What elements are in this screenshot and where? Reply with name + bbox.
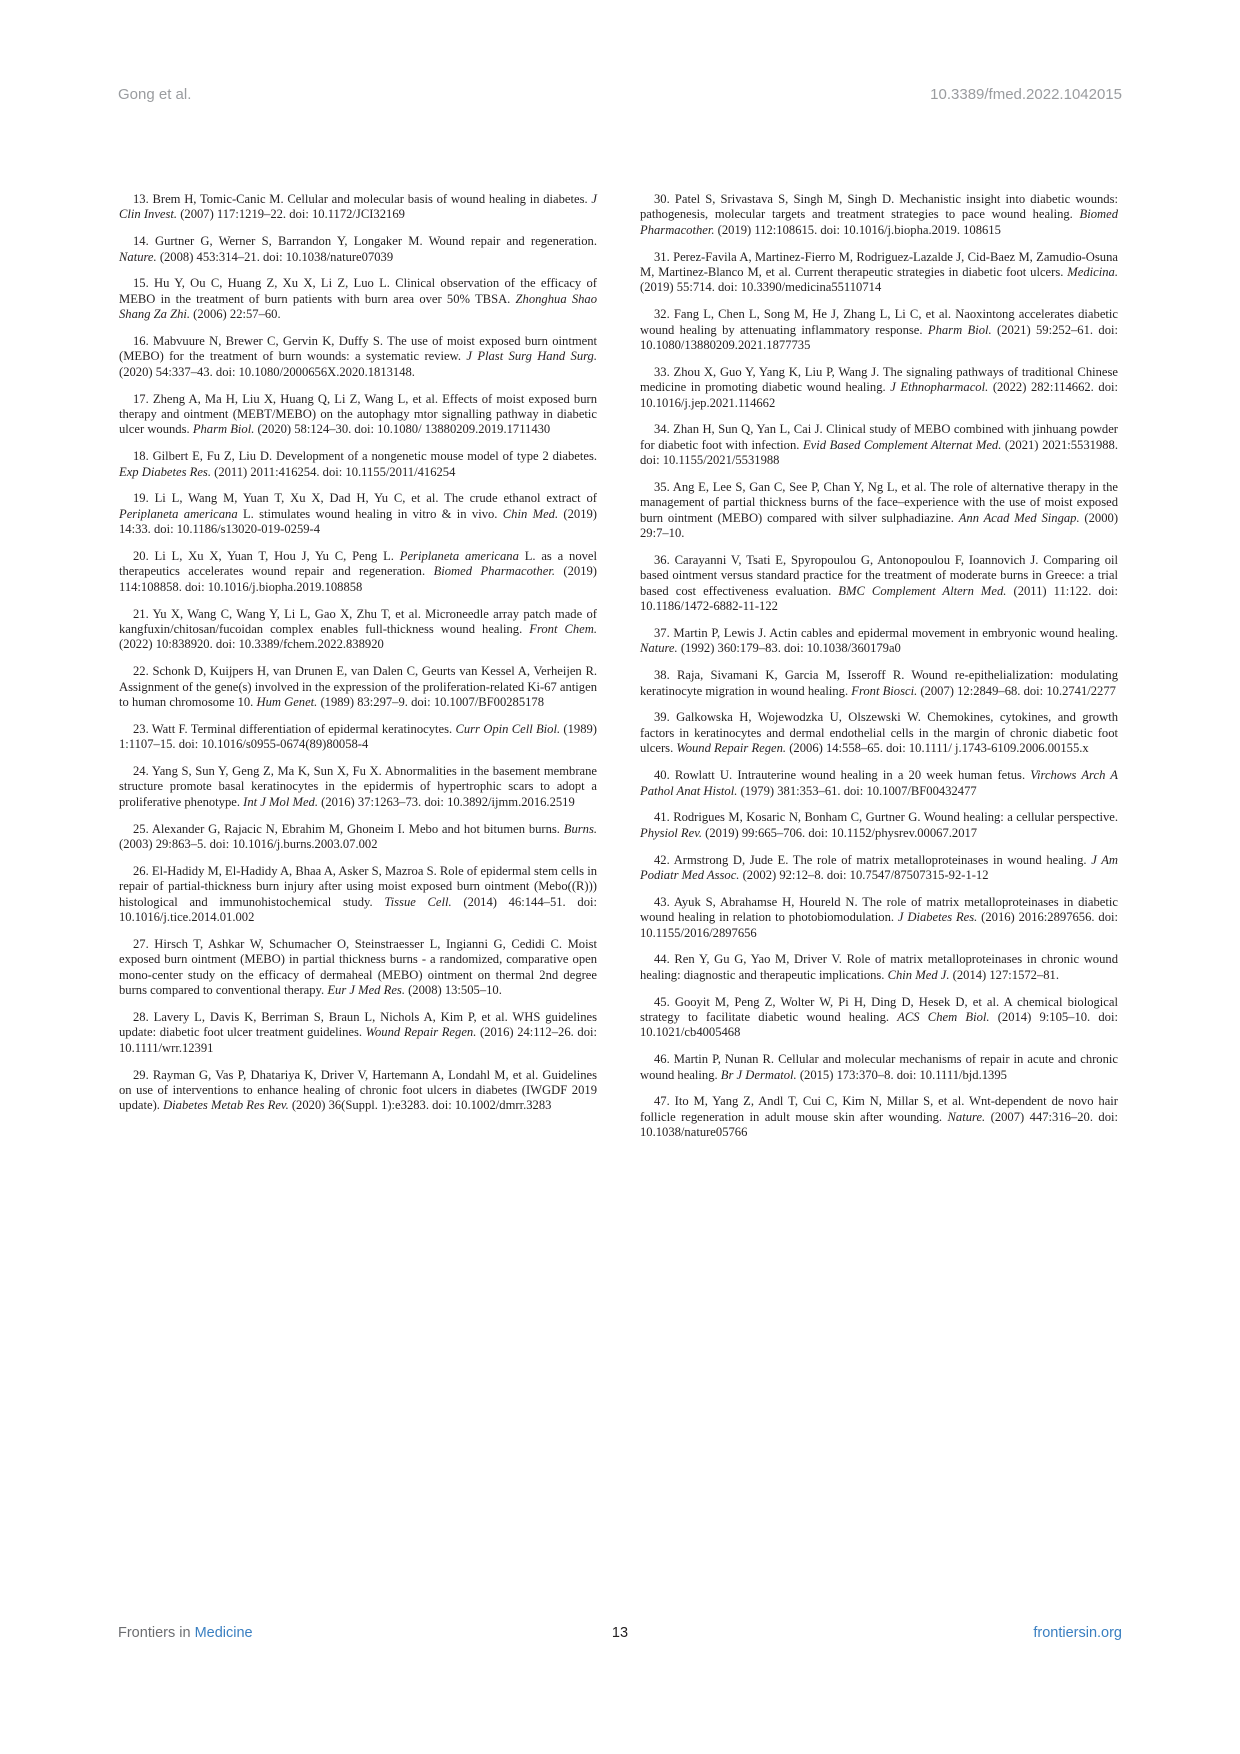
reference-entry — [640, 668, 1118, 699]
reference-text: 29. Rayman G, Vas P, Dhatariya K, Driver V, Hartemann A, Londahl M, et al. Guidelines on use of interventions to enhance healing of chronic foot ulcers in diabetes (IWGDF 2019 update). — [119, 1067, 597, 1113]
reference-entry — [119, 334, 597, 380]
reference-journal: Curr Opin Cell Biol. — [455, 721, 561, 736]
reference-text: 42. Armstrong D, Jude E. The role of matrix metalloproteinases in wound healing. — [654, 852, 1092, 867]
reference-text: (2000) 29:7–10. — [640, 510, 1119, 541]
running-head-authors: Gong et al. — [118, 86, 192, 103]
reference-entry — [640, 553, 1118, 615]
reference-text: 20. Li L, Xu X, Yuan T, Hou J, Yu C, Peng L. — [133, 549, 400, 564]
reference-text: 46. Martin P, Nunan R. Cellular and molecular mechanisms of repair in acute and chronic wound healing. — [640, 1052, 1118, 1082]
reference-entry — [640, 307, 1118, 353]
reference-journal: J Clin Invest. — [119, 192, 597, 222]
reference-entry — [640, 853, 1118, 884]
reference-text: 38. Raja, Sivamani K, Garcia M, Isseroff R. Wound re-epithelialization: modulating keratinocyte migration in wound healing. — [640, 668, 1118, 698]
reference-text: 33. Zhou X, Guo Y, Yang K, Liu P, Wang J. The signaling pathways of traditional Chinese medicine in promoting diabetic wound healing. — [640, 364, 1118, 395]
reference-text: (2007) 447:316–20. doi: 10.1038/nature05766 — [640, 1109, 1118, 1140]
reference-entry — [119, 664, 597, 710]
reference-text: 47. Ito M, Yang Z, Andl T, Cui C, Kim N, Millar S, et al. Wnt-dependent de novo hair follicle regeneration in adult mouse skin after wounding. — [640, 1094, 1118, 1124]
reference-journal: ACS Chem Biol. — [897, 1009, 990, 1024]
reference-text: 18. Gilbert E, Fu Z, Liu D. Development of a nongenetic mouse model of type 2 diabetes. — [133, 449, 597, 464]
reference-text: 35. Ang E, Lee S, Gan C, See P, Chan Y, Ng L, et al. The role of alternative therapy in the management of partial thickness burns of the face–experience with the use of moist exposed burn ointment (MEBO) compared with silver sulphadiazine. — [640, 480, 1118, 525]
reference-entry — [119, 392, 597, 438]
reference-journal: J Am Podiatr Med Assoc. — [640, 852, 1118, 882]
reference-entry — [640, 810, 1118, 841]
reference-journal: Nature. — [947, 1109, 986, 1124]
reference-entry — [119, 607, 597, 653]
reference-text: 28. Lavery L, Davis K, Berriman S, Braun L, Nichols A, Kim P, et al. WHS guidelines update: diabetic foot ulcer treatment guidelines. — [119, 1009, 597, 1040]
reference-text: 27. Hirsch T, Ashkar W, Schumacher O, Steinstraesser L, Ingianni G, Cedidi C. Moist exposed burn ointment (MEBO) in partial thickness burns - a randomized, comparative open mono-center study on the efficacy of dermaheal (MEBO) ointment on thermal 2nd degree burns compared to conventional therapy. — [119, 936, 597, 998]
reference-entry — [119, 937, 597, 999]
reference-text: (2006) 14:558–65. doi: 10.1111/ j.1743-6109.2006.00155.x — [786, 741, 1089, 756]
reference-journal: Ann Acad Med Singap. — [958, 510, 1080, 525]
reference-text: (2021) 59:252–61. doi: 10.1080/13880209.2021.1877735 — [640, 322, 1118, 353]
reference-text: (2014) 127:1572–81. — [949, 967, 1060, 982]
reference-journal: BMC Complement Altern Med. — [838, 583, 1007, 598]
reference-text: 21. Yu X, Wang C, Wang Y, Li L, Gao X, Zhu T, et al. Microneedle array patch made of kangfuxin/chitosan/fucoidan complex enables full-thickness wound healing. — [119, 606, 597, 637]
reference-text: (1979) 381:353–61. doi: 10.1007/BF00432477 — [737, 783, 977, 798]
reference-journal: Pharm Biol. — [192, 422, 255, 437]
reference-text: (2006) 22:57–60. — [190, 307, 281, 322]
reference-text: 26. El-Hadidy M, El-Hadidy A, Bhaa A, Asker S, Mazroa S. Role of epidermal stem cells in repair of partial-thickness burn injury after using moist exposed burn ointment (Mebo((R))) histological and immunohistochemical study. — [119, 863, 597, 909]
page-footer — [118, 1625, 1122, 1643]
reference-text: (2022) 10:838920. doi: 10.3389/fchem.2022.838920 — [119, 637, 384, 652]
reference-text: 19. Li L, Wang M, Yuan T, Xu X, Dad H, Yu C, et al. The crude ethanol extract of — [133, 491, 597, 506]
reference-journal: Diabetes Metab Res Rev. — [163, 1098, 289, 1113]
reference-text: (2003) 29:863–5. doi: 10.1016/j.burns.2003.07.002 — [119, 837, 378, 852]
reference-entry — [640, 250, 1118, 296]
reference-entry — [119, 864, 597, 926]
reference-text: (1992) 360:179–83. doi: 10.1038/360179a0 — [677, 641, 901, 656]
reference-text: (2002) 92:12–8. doi: 10.7547/87507315-92-1-12 — [739, 867, 989, 882]
reference-text: L. stimulates wound healing in vitro & in vivo. — [237, 506, 503, 521]
reference-journal: Wound Repair Regen. — [676, 741, 787, 756]
reference-journal: Medicina. — [1067, 265, 1118, 280]
reference-text: (2011) 2011:416254. doi: 10.1155/2011/416254 — [210, 464, 456, 479]
reference-entry — [640, 480, 1118, 542]
reference-text: 36. Carayanni V, Tsati E, Spyropoulou G, Antonopoulou F, Ioannovich J. Comparing oil based ointment versus standard practice for the treatment of moderate burns in Greece: a trial based cost effectiveness evaluation. — [640, 553, 1118, 598]
reference-text: 16. Mabvuure N, Brewer C, Gervin K, Duffy S. The use of moist exposed burn ointment (MEBO) for the treatment of burn wounds: a systematic review. — [119, 334, 597, 364]
reference-entry — [119, 722, 597, 753]
reference-journal: Eur J Med Res. — [327, 983, 405, 998]
reference-text: (1989) 83:297–9. doi: 10.1007/BF00285178 — [317, 695, 545, 710]
reference-journal: Nature. — [640, 641, 678, 656]
reference-entry — [640, 710, 1118, 756]
reference-text: 13. Brem H, Tomic-Canic M. Cellular and molecular basis of wound healing in diabetes. — [133, 192, 592, 206]
reference-entry — [119, 822, 597, 853]
reference-text: (2008) 453:314–21. doi: 10.1038/nature07039 — [156, 249, 394, 264]
reference-text: (2019) 99:665–706. doi: 10.1152/physrev.00067.2017 — [702, 825, 978, 840]
reference-journal: Br J Dermatol. — [720, 1067, 797, 1082]
references-left-column — [119, 192, 597, 1125]
reference-text: (2008) 13:505–10. — [404, 983, 502, 998]
reference-journal: Chin Med J. — [887, 967, 950, 982]
reference-entry — [640, 995, 1118, 1041]
footer-journal-name: Medicine — [194, 1625, 253, 1641]
reference-text: (2015) 173:370–8. doi: 10.1111/bjd.1395 — [796, 1067, 1007, 1082]
footer-site-link[interactable]: frontiersin.org — [1033, 1625, 1122, 1641]
reference-entry — [640, 1094, 1118, 1140]
footer-journal-prefix: Frontiers in — [118, 1625, 195, 1641]
running-head — [118, 86, 1122, 103]
reference-text: (2014) 9:105–10. doi: 10.1021/cb4005468 — [640, 1009, 1118, 1040]
reference-journal: Biomed Pharmacother. — [640, 207, 1118, 237]
reference-text: 45. Gooyit M, Peng Z, Wolter W, Pi H, Ding D, Hesek D, et al. A chemical biological strategy to facilitate diabetic wound healing. — [640, 994, 1118, 1024]
reference-text: (2019) 55:714. doi: 10.3390/medicina55110714 — [640, 280, 882, 295]
reference-text: 34. Zhan H, Sun Q, Yan L, Cai J. Clinical study of MEBO combined with jinhuang powder for diabetic foot with infection. — [640, 422, 1118, 452]
reference-text: (2016) 24:112–26. doi: 10.1111/wrr.12391 — [119, 1025, 597, 1055]
reference-text: (2020) 36(Suppl. 1):e3283. doi: 10.1002/dmrr.3283 — [288, 1098, 552, 1113]
reference-entry — [640, 192, 1118, 238]
reference-journal: J Plast Surg Hand Surg. — [466, 349, 598, 364]
reference-journal: Periplaneta americana — [399, 549, 519, 564]
reference-text: 40. Rowlatt U. Intrauterine wound healing in a 20 week human fetus. — [654, 768, 1031, 783]
reference-journal: Exp Diabetes Res. — [119, 464, 211, 479]
reference-text: (2016) 37:1263–73. doi: 10.3892/ijmm.2016.2519 — [318, 794, 575, 809]
reference-text: 17. Zheng A, Ma H, Liu X, Huang Q, Li Z, Wang L, et al. Effects of moist exposed burn therapy and ointment (MEBT/MEBO) on the autophagy mtor signalling pathway in diabetic ulcer wounds. — [119, 391, 597, 437]
reference-entry — [119, 1068, 597, 1114]
reference-journal: Evid Based Complement Alternat Med. — [802, 437, 1002, 452]
reference-text: (2020) 54:337–43. doi: 10.1080/2000656X.2020.1813148. — [119, 364, 415, 379]
reference-text: (2014) 46:144–51. doi: 10.1016/j.tice.2014.01.002 — [119, 894, 597, 925]
reference-text: 39. Galkowska H, Wojewodzka U, Olszewski W. Chemokines, cytokines, and growth factors in keratinocytes and dermal endothelial cells in the margin of chronic diabetic foot ulcers. — [640, 710, 1118, 756]
reference-text: 24. Yang S, Sun Y, Geng Z, Ma K, Sun X, Fu X. Abnormalities in the basement membrane structure promote basal keratinocytes in the epidermis of hypertrophic scars to adopt a proliferative phenotype. — [119, 764, 597, 809]
reference-text: 14. Gurtner G, Werner S, Barrandon Y, Longaker M. Wound repair and regeneration. — [133, 234, 597, 249]
reference-journal: Burns. — [563, 821, 597, 836]
reference-text: (2019) 114:108858. doi: 10.1016/j.biopha.2019.108858 — [119, 564, 597, 594]
reference-journal: Biomed Pharmacother. — [433, 564, 555, 579]
reference-entry — [640, 422, 1118, 468]
reference-text: L. as a novel therapeutics accelerates wound repair and regeneration. — [119, 549, 597, 579]
reference-text: (2011) 11:122. doi: 10.1186/1472-6882-11-122 — [640, 583, 1118, 614]
reference-entry — [119, 549, 597, 595]
reference-journal: Pharm Biol. — [927, 322, 992, 337]
reference-text: (1989) 1:1107–15. doi: 10.1016/s0955-0674(89)80058-4 — [119, 721, 597, 752]
reference-text: 25. Alexander G, Rajacic N, Ebrahim M, Ghoneim I. Mebo and hot bitumen burns. — [133, 821, 564, 836]
reference-text: 44. Ren Y, Gu G, Yao M, Driver V. Role of matrix metalloproteinases in chronic wound healing: diagnostic and therapeutic implications. — [640, 952, 1118, 982]
reference-text: 30. Patel S, Srivastava S, Singh M, Singh D. Mechanistic insight into diabetic wounds: pathogenesis, molecular targets and treatment strategies to pace wound healing. — [640, 192, 1118, 222]
reference-entry — [119, 1010, 597, 1056]
reference-journal: Chin Med. — [502, 506, 559, 521]
reference-journal: J Ethnopharmacol. — [890, 380, 989, 395]
reference-text: (2020) 58:124–30. doi: 10.1080/ 13880209.2019.1711430 — [254, 422, 551, 437]
reference-entry — [640, 952, 1118, 983]
reference-entry — [640, 1052, 1118, 1083]
references-right-column — [640, 192, 1118, 1152]
reference-journal: Int J Mol Med. — [243, 794, 318, 809]
reference-journal: Virchows Arch A Pathol Anat Histol. — [640, 768, 1118, 798]
reference-text: 23. Watt F. Terminal differentiation of epidermal keratinocytes. — [133, 721, 456, 736]
reference-text: (2019) 112:108615. doi: 10.1016/j.biopha.2019. 108615 — [714, 222, 1001, 237]
reference-entry — [640, 365, 1118, 411]
reference-entry — [119, 192, 597, 223]
reference-text: 22. Schonk D, Kuijpers H, van Drunen E, van Dalen C, Geurts van Kessel A, Verheijen R. Assignment of the gene(s) involved in the expression of the proliferation-related Ki-67 antigen to human chromosome 10. — [119, 664, 597, 710]
reference-journal: Front Chem. — [529, 622, 597, 637]
reference-text: (2019) 14:33. doi: 10.1186/s13020-019-0259-4 — [119, 506, 597, 537]
reference-entry — [119, 276, 597, 322]
reference-text: (2022) 282:114662. doi: 10.1016/j.jep.2021.114662 — [640, 380, 1118, 410]
reference-journal: Zhonghua Shao Shang Za Zhi. — [119, 291, 598, 322]
reference-entry — [640, 768, 1118, 799]
reference-entry — [119, 449, 597, 480]
reference-text: 31. Perez-Favila A, Martinez-Fierro M, Rodriguez-Lazalde J, Cid-Baez M, Zamudio-Osuna M, Martinez-Blanco M, et al. Current therapeutic strategies in diabetic foot ulcers. — [640, 249, 1118, 280]
reference-text: 41. Rodrigues M, Kosaric N, Bonham C, Gurtner G. Wound healing: a cellular perspective. — [654, 810, 1118, 825]
reference-journal: Front Biosci. — [851, 683, 918, 698]
reference-text: (2016) 2016:2897656. doi: 10.1155/2016/2897656 — [640, 910, 1118, 940]
running-head-doi: 10.3389/fmed.2022.1042015 — [930, 86, 1122, 103]
reference-entry — [119, 234, 597, 265]
reference-entry — [640, 895, 1118, 941]
reference-text: (2021) 2021:5531988. doi: 10.1155/2021/5531988 — [640, 437, 1118, 468]
reference-text: (2007) 12:2849–68. doi: 10.2741/2277 — [917, 683, 1116, 698]
reference-text: 32. Fang L, Chen L, Song M, He J, Zhang L, Li C, et al. Naoxintong accelerates diabetic wound healing by attenuating inflammatory response. — [640, 307, 1118, 337]
reference-journal: Hum Genet. — [256, 695, 318, 710]
reference-entry — [119, 491, 597, 537]
reference-journal: Tissue Cell. — [384, 894, 452, 909]
reference-text: 43. Ayuk S, Abrahamse H, Houreld N. The role of matrix metalloproteinases in diabetic wound healing in relation to photobiomodulation. — [640, 894, 1118, 925]
reference-journal: Periplaneta americana — [119, 506, 238, 521]
reference-journal: Physiol Rev. — [640, 825, 703, 840]
reference-journal: Wound Repair Regen. — [365, 1025, 477, 1040]
reference-text: (2007) 117:1219–22. doi: 10.1172/JCI32169 — [177, 207, 405, 222]
reference-journal: J Diabetes Res. — [897, 910, 978, 925]
reference-entry — [119, 764, 597, 810]
reference-text: 37. Martin P, Lewis J. Actin cables and epidermal movement in embryonic wound healing. — [654, 626, 1118, 641]
reference-entry — [640, 626, 1118, 657]
page-number: 13 — [611, 1625, 629, 1641]
reference-journal: Nature. — [119, 249, 157, 264]
reference-text: 15. Hu Y, Ou C, Huang Z, Xu X, Li Z, Luo L. Clinical observation of the efficacy of MEBO in the treatment of burn patients with burn area over 50% TBSA. — [119, 276, 597, 306]
